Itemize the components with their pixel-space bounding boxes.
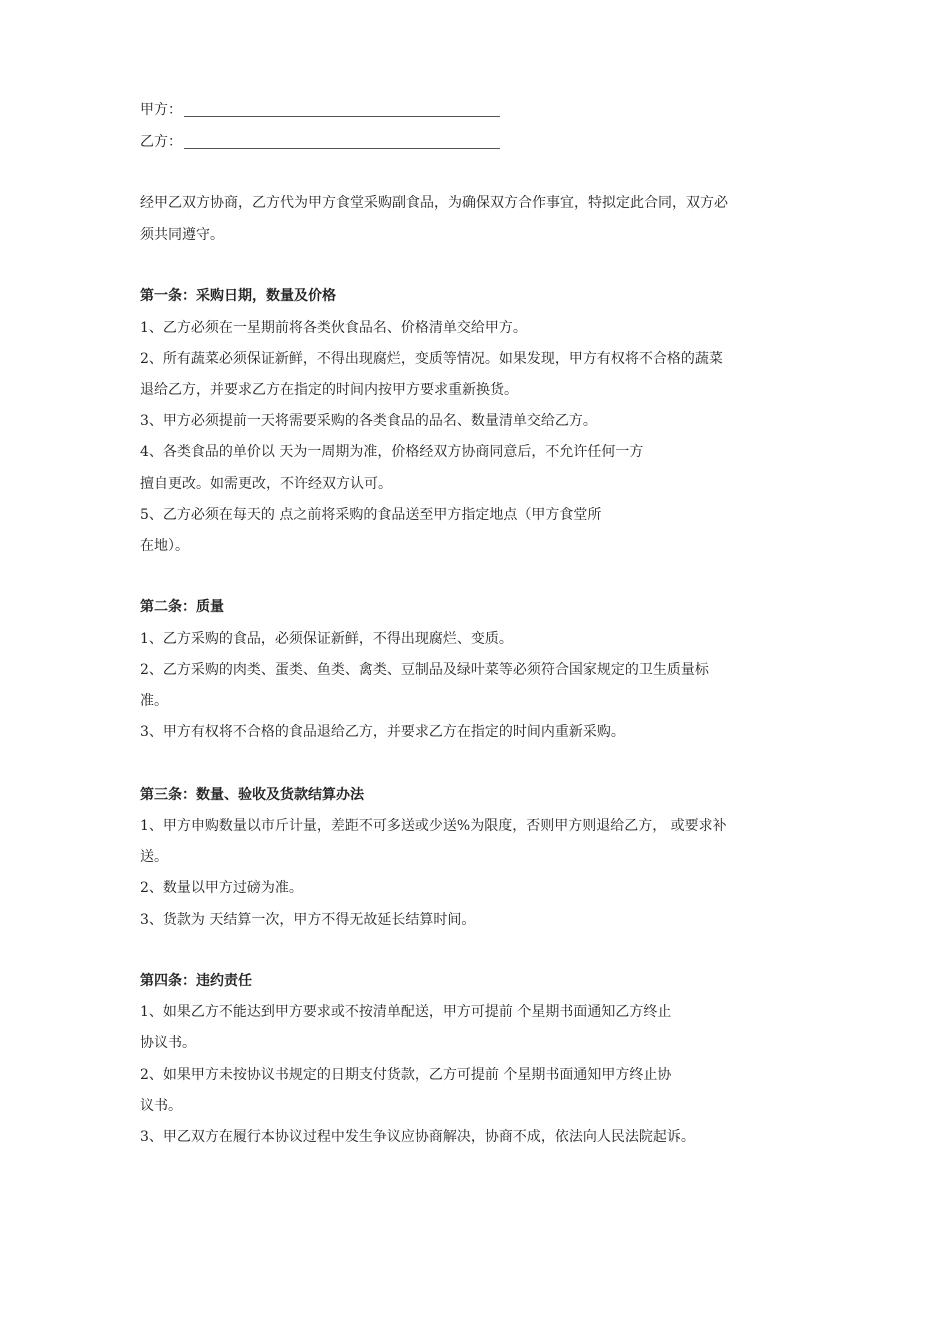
- clause-line: 准。: [140, 693, 168, 709]
- clause-line: 送。: [140, 849, 168, 865]
- clause-line: 4、各类食品的单价以 天为一周期为准，价格经双方协商同意后，不允许任何一方: [140, 444, 644, 460]
- clause-line: 3、甲方必须提前一天将需要采购的各类食品的品名、数量清单交给乙方。: [140, 413, 597, 429]
- clause-line: 2、数量以甲方过磅为准。: [140, 880, 303, 896]
- clause-line: 1、甲方申购数量以市斤计量，差距不可多送或少送%为限度，否则甲方则退给乙方， 或要求补: [140, 818, 727, 834]
- party-a-blank-line: [184, 101, 500, 117]
- clause-line: 擅自更改。如需更改，不许经双方认可。: [140, 476, 392, 492]
- section-heading: 第三条：数量、验收及货款结算办法: [140, 787, 364, 803]
- party-a-row: [140, 101, 500, 119]
- party-b-label: 乙方：: [140, 134, 182, 150]
- clause-line: 1、如果乙方不能达到甲方要求或不按清单配送，甲方可提前 个星期书面通知乙方终止: [140, 1004, 672, 1020]
- intro-line: 经甲乙双方协商，乙方代为甲方食堂采购副食品，为确保双方合作事宜，特拟定此合同，双方必: [140, 195, 728, 211]
- clause-line: 退给乙方，并要求乙方在指定的时间内按甲方要求重新换货。: [140, 382, 518, 398]
- clause-line: 在地）。: [140, 538, 189, 554]
- clause-line: 协议书。: [140, 1035, 196, 1051]
- clause-line: 议书。: [140, 1098, 182, 1114]
- section-heading: 第二条：质量: [140, 599, 224, 615]
- section-heading: 第一条：采购日期，数量及价格: [140, 288, 336, 304]
- clause-line: 3、甲方有权将不合格的食品退给乙方，并要求乙方在指定的时间内重新采购。: [140, 724, 625, 740]
- clause-line: 3、货款为 天结算一次，甲方不得无故延长结算时间。: [140, 912, 476, 928]
- clause-line: 3、甲乙双方在履行本协议过程中发生争议应协商解决，协商不成，依法向人民法院起诉。: [140, 1129, 695, 1145]
- section-heading: 第四条：违约责任: [140, 973, 252, 989]
- party-a-label: 甲方：: [140, 102, 182, 118]
- clause-line: 1、乙方采购的食品，必须保证新鲜，不得出现腐烂、变质。: [140, 631, 513, 647]
- intro-line: 须共同遵守。: [140, 227, 224, 243]
- clause-line: 1、乙方必须在一星期前将各类伙食品名、价格清单交给甲方。: [140, 320, 527, 336]
- clause-line: 5、乙方必须在每天的 点之前将采购的食品送至甲方指定地点（甲方食堂所: [140, 507, 602, 523]
- clause-line: 2、乙方采购的肉类、蛋类、鱼类、禽类、豆制品及绿叶菜等必须符合国家规定的卫生质量标: [140, 662, 709, 678]
- party-b-blank-line: [184, 133, 500, 149]
- clause-line: 2、如果甲方未按协议书规定的日期支付货款，乙方可提前 个星期书面通知甲方终止协: [140, 1067, 672, 1083]
- clause-line: 2、所有蔬菜必须保证新鲜，不得出现腐烂，变质等情况。如果发现，甲方有权将不合格的蔬菜: [140, 351, 723, 367]
- party-b-row: [140, 133, 500, 151]
